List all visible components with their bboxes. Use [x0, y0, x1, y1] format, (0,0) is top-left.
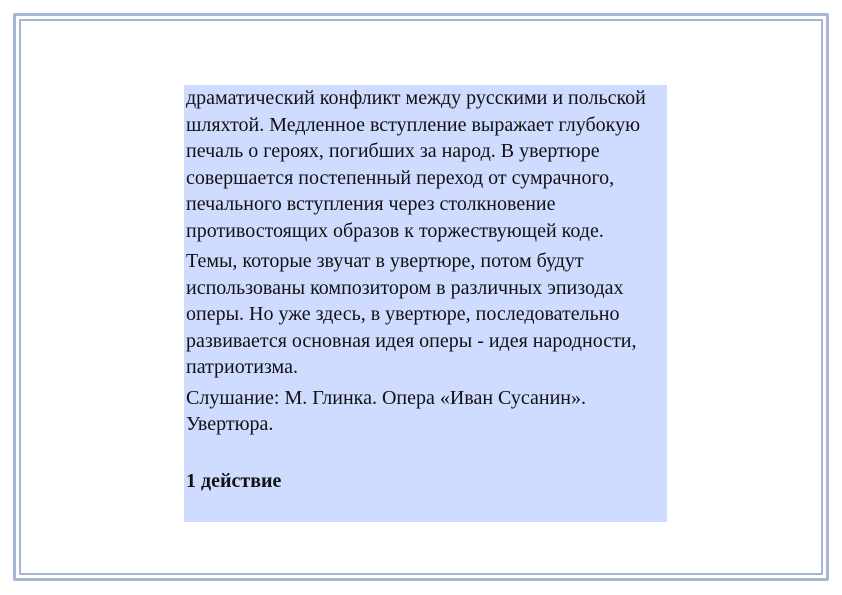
blank-line: [186, 442, 667, 469]
paragraph-listening: Слушание: М. Глинка. Опера «Иван Сусанин». Увертюра.: [186, 386, 587, 435]
paragraph-overture-themes: Темы, которые звучат в увертюре, потом будут использованы композитором в различных эпизодах оперы. Но уже здесь, в увертюре, последовательно развивается основная идея оперы - идея народности, патриотизма.: [186, 250, 637, 378]
paragraph-overture-conflict: драматический конфликт между русскими и польской шляхтой. Медленное вступление выражает глубокую печаль о героях, погибших за народ. В увертюре совершается постепенный переход от сумрачного, печального вступления через столкновение противостоящих образов к торжествующей коде.: [186, 87, 646, 242]
text-box: [184, 85, 667, 522]
act-heading: 1 действие: [186, 470, 282, 492]
